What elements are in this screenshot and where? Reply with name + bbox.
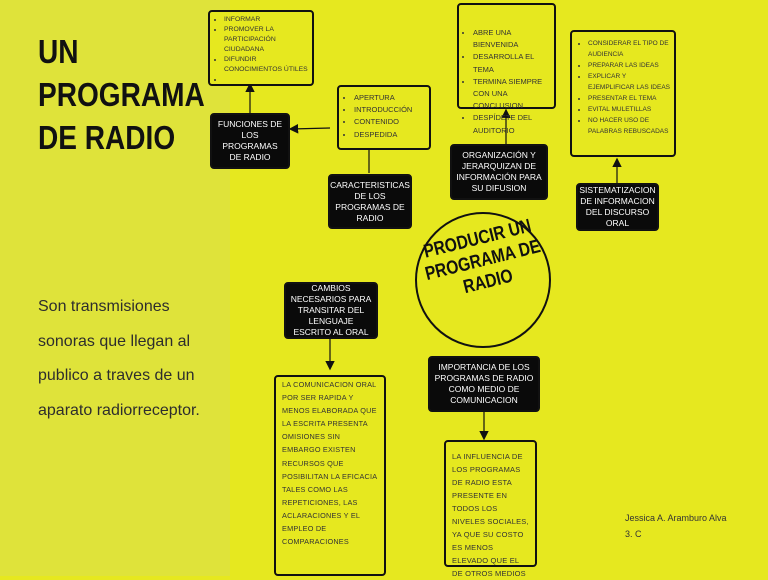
organizacion-item: • TERMINA SIEMPRE CON UNA CONCLUSION — [473, 76, 552, 113]
sistematizacion-node — [576, 183, 659, 231]
author-credit — [625, 510, 755, 542]
organizacion-list — [457, 3, 556, 135]
sistematizacion-list — [570, 30, 676, 157]
funciones-item: • DIFUNDIR CONOCIMIENTOS ÚTILES — [224, 55, 310, 75]
funciones-item: • PROMOVER LA PARTICIPACIÓN CIUDADANA — [224, 25, 310, 55]
caracteristicas-label: CARACTERISTICAS DE LOS PROGRAMAS DE RADIO — [330, 179, 410, 223]
caracteristicas-item: • CONTENIDO — [354, 116, 426, 128]
caracteristicas-item: • DESPEDIDA — [354, 129, 426, 141]
caracteristicas-item: • INTRODUCCIÓN — [354, 104, 426, 116]
organizacion-item: • ABRE UNA BIENVENIDA — [473, 27, 552, 51]
sistematizacion-item: • NO HACER USO DE PALABRAS REBUSCADAS — [588, 115, 670, 137]
funciones-item — [224, 75, 310, 85]
cambios-node — [284, 282, 378, 339]
organizacion-label: ORGANIZACIÓN Y JERARQUIZAN DE INFORMACIÓN PARA SU DIFUSION — [456, 150, 542, 193]
importancia-node — [428, 356, 540, 412]
organizacion-node — [450, 144, 548, 200]
sistematizacion-item: • PREPARAR LAS IDEAS — [588, 60, 670, 71]
sistematizacion-label: SISTEMATIZACION DE INFORMACION DEL DISCURSO ORAL — [579, 185, 656, 228]
description: Son transmisiones sonoras que llegan al publico a traves de un aparato radiorreceptor. — [38, 298, 200, 419]
sistematizacion-item: • EXPLICAR Y EJEMPLIFICAR LAS IDEAS — [588, 71, 670, 93]
caracteristicas-item: • APERTURA — [354, 92, 426, 104]
caracteristicas-list — [337, 85, 431, 150]
sistematizacion-item: • PRESENTAR EL TEMA — [588, 93, 670, 104]
cambios-label: CAMBIOS NECESARIOS PARA TRANSITAR DEL LENGUAJE ESCRITO AL ORAL — [290, 283, 372, 337]
cambios-text: LA COMUNICACION ORAL POR SER RAPIDA Y MENOS ELABORADA QUE LA ESCRITA PRESENTA OMISIONES SIN EMBARGO EXISTEN RECURSOS QUE POSIBILITAN LA EFICACIA TALES COMO LAS REPETICIONES, LAS ACLARACIONES Y EL EMPLEO DE COMPARACIONES — [274, 375, 386, 576]
importancia-text: LA INFLUENCIA DE LOS PROGRAMAS DE RADIO ESTA PRESENTE EN TODOS LOS NIVELES SOCIALES, YA QUE SU COSTO ES MENOS ELEVADO QUE EL DE OTROS MEDIOS — [444, 440, 537, 567]
organizacion-item: • DESPÍDETE DEL AUDITORIO — [473, 112, 552, 136]
author-group: 3. C — [625, 529, 642, 539]
title-line: DE RADIO — [38, 119, 176, 156]
funciones-node — [210, 113, 290, 169]
funciones-label: FUNCIONES DE LOS PROGRAMAS DE RADIO — [217, 119, 283, 162]
funciones-list — [208, 10, 314, 86]
sistematizacion-item: • EVITAL MULETILLAS — [588, 104, 670, 115]
title-line: UN — [38, 33, 79, 70]
author-name: Jessica A. Aramburo Alva — [625, 513, 727, 523]
funciones-item: • INFORMAR — [224, 15, 310, 25]
importancia-label: IMPORTANCIA DE LOS PROGRAMAS DE RADIO COMO MEDIO DE COMUNICACION — [434, 362, 534, 405]
center-title: PRODUCIR UN PROGRAMA DE RADIO — [421, 215, 543, 299]
caracteristicas-node — [328, 174, 412, 229]
sistematizacion-item: • CONSIDERAR EL TIPO DE AUDIENCIA — [588, 38, 670, 60]
title-line: PROGRAMA — [38, 76, 205, 113]
organizacion-item: • DESARROLLA EL TEMA — [473, 51, 552, 75]
arrow-caracteristicas — [291, 128, 330, 129]
